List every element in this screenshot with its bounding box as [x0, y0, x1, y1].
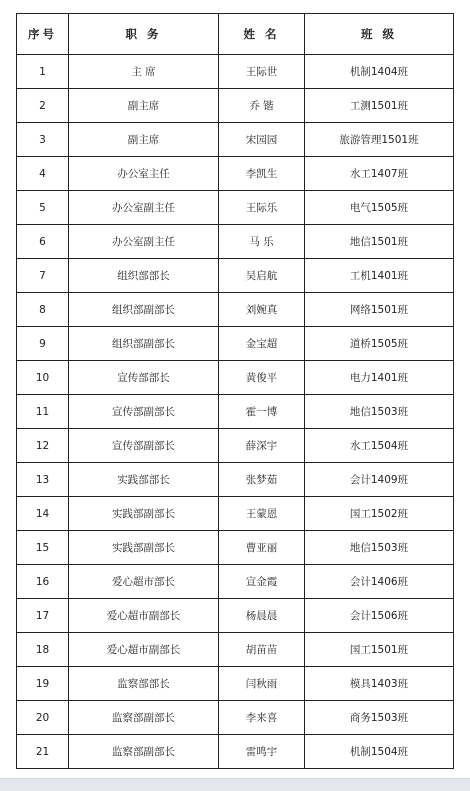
cell-class: 模具1403班 — [305, 667, 454, 701]
cell-position: 宣传部副部长 — [69, 395, 219, 429]
cell-name: 霍一博 — [219, 395, 305, 429]
cell-name: 吴启航 — [219, 259, 305, 293]
cell-position: 实践部副部长 — [69, 497, 219, 531]
table-row — [17, 633, 454, 667]
cell-number: 17 — [17, 599, 69, 633]
cell-position: 实践部部长 — [69, 463, 219, 497]
table-body — [17, 55, 454, 769]
cell-class: 电力1401班 — [305, 361, 454, 395]
cell-class: 会计1409班 — [305, 463, 454, 497]
cell-number: 10 — [17, 361, 69, 395]
header-name: 姓 名 — [219, 14, 305, 55]
cell-class: 国工1501班 — [305, 633, 454, 667]
table-row — [17, 157, 454, 191]
table-row — [17, 361, 454, 395]
table-header — [17, 14, 454, 55]
cell-class: 机制1504班 — [305, 735, 454, 769]
cell-number: 18 — [17, 633, 69, 667]
table-row — [17, 701, 454, 735]
table-row — [17, 123, 454, 157]
cell-position: 实践部副部长 — [69, 531, 219, 565]
cell-position: 办公室副主任 — [69, 225, 219, 259]
cell-number: 14 — [17, 497, 69, 531]
cell-class: 工机1401班 — [305, 259, 454, 293]
cell-name: 王蒙恩 — [219, 497, 305, 531]
cell-position: 爱心超市部长 — [69, 565, 219, 599]
bottom-edge — [0, 778, 470, 791]
roster-table-container — [16, 13, 453, 769]
cell-position: 组织部部长 — [69, 259, 219, 293]
cell-number: 21 — [17, 735, 69, 769]
header-position: 职 务 — [69, 14, 219, 55]
table-row — [17, 735, 454, 769]
cell-class: 水工1407班 — [305, 157, 454, 191]
table-row — [17, 463, 454, 497]
table-row — [17, 259, 454, 293]
cell-position: 监察部副部长 — [69, 735, 219, 769]
cell-class: 旅游管理1501班 — [305, 123, 454, 157]
cell-number: 3 — [17, 123, 69, 157]
table-row — [17, 55, 454, 89]
cell-class: 商务1503班 — [305, 701, 454, 735]
cell-name: 马 乐 — [219, 225, 305, 259]
cell-class: 网络1501班 — [305, 293, 454, 327]
cell-name: 张梦茹 — [219, 463, 305, 497]
cell-name: 宣金霞 — [219, 565, 305, 599]
cell-position: 办公室副主任 — [69, 191, 219, 225]
cell-number: 12 — [17, 429, 69, 463]
cell-name: 雷鸣宇 — [219, 735, 305, 769]
cell-position: 监察部部长 — [69, 667, 219, 701]
cell-number: 11 — [17, 395, 69, 429]
cell-class: 道桥1505班 — [305, 327, 454, 361]
cell-number: 16 — [17, 565, 69, 599]
cell-name: 薛深宇 — [219, 429, 305, 463]
cell-number: 6 — [17, 225, 69, 259]
cell-position: 主 席 — [69, 55, 219, 89]
cell-position: 组织部副部长 — [69, 293, 219, 327]
cell-position: 爱心超市副部长 — [69, 599, 219, 633]
table-row — [17, 497, 454, 531]
cell-name: 金宝超 — [219, 327, 305, 361]
cell-name: 李凯生 — [219, 157, 305, 191]
cell-class: 工测1501班 — [305, 89, 454, 123]
cell-position: 副主席 — [69, 89, 219, 123]
cell-position: 副主席 — [69, 123, 219, 157]
cell-position: 办公室主任 — [69, 157, 219, 191]
table-row — [17, 599, 454, 633]
table-row — [17, 225, 454, 259]
table-row — [17, 429, 454, 463]
table-row — [17, 293, 454, 327]
cell-number: 4 — [17, 157, 69, 191]
cell-class: 地信1503班 — [305, 531, 454, 565]
cell-number: 7 — [17, 259, 69, 293]
table-row — [17, 565, 454, 599]
cell-class: 国工1502班 — [305, 497, 454, 531]
table-row — [17, 667, 454, 701]
cell-number: 15 — [17, 531, 69, 565]
table-row — [17, 395, 454, 429]
cell-number: 19 — [17, 667, 69, 701]
header-row — [17, 14, 454, 55]
cell-number: 5 — [17, 191, 69, 225]
cell-class: 地信1501班 — [305, 225, 454, 259]
table-row — [17, 531, 454, 565]
cell-name: 李来喜 — [219, 701, 305, 735]
roster-table — [16, 13, 454, 769]
cell-position: 爱心超市副部长 — [69, 633, 219, 667]
cell-class: 会计1506班 — [305, 599, 454, 633]
cell-name: 宋园园 — [219, 123, 305, 157]
table-row — [17, 191, 454, 225]
cell-class: 会计1406班 — [305, 565, 454, 599]
cell-name: 刘婉真 — [219, 293, 305, 327]
cell-name: 闫秋雨 — [219, 667, 305, 701]
cell-position: 监察部副部长 — [69, 701, 219, 735]
table-row — [17, 327, 454, 361]
cell-number: 20 — [17, 701, 69, 735]
cell-class: 地信1503班 — [305, 395, 454, 429]
cell-name: 乔 锴 — [219, 89, 305, 123]
cell-name: 王际乐 — [219, 191, 305, 225]
cell-number: 9 — [17, 327, 69, 361]
header-class: 班 级 — [305, 14, 454, 55]
cell-position: 宣传部副部长 — [69, 429, 219, 463]
cell-position: 宣传部部长 — [69, 361, 219, 395]
cell-name: 曹亚丽 — [219, 531, 305, 565]
cell-class: 机制1404班 — [305, 55, 454, 89]
header-number: 序号 — [17, 14, 69, 55]
cell-number: 1 — [17, 55, 69, 89]
cell-number: 8 — [17, 293, 69, 327]
cell-class: 电气1505班 — [305, 191, 454, 225]
cell-class: 水工1504班 — [305, 429, 454, 463]
cell-number: 13 — [17, 463, 69, 497]
cell-name: 王际世 — [219, 55, 305, 89]
table-row — [17, 89, 454, 123]
cell-number: 2 — [17, 89, 69, 123]
cell-name: 胡苗苗 — [219, 633, 305, 667]
cell-position: 组织部副部长 — [69, 327, 219, 361]
cell-name: 黄俊平 — [219, 361, 305, 395]
cell-name: 杨晨晨 — [219, 599, 305, 633]
